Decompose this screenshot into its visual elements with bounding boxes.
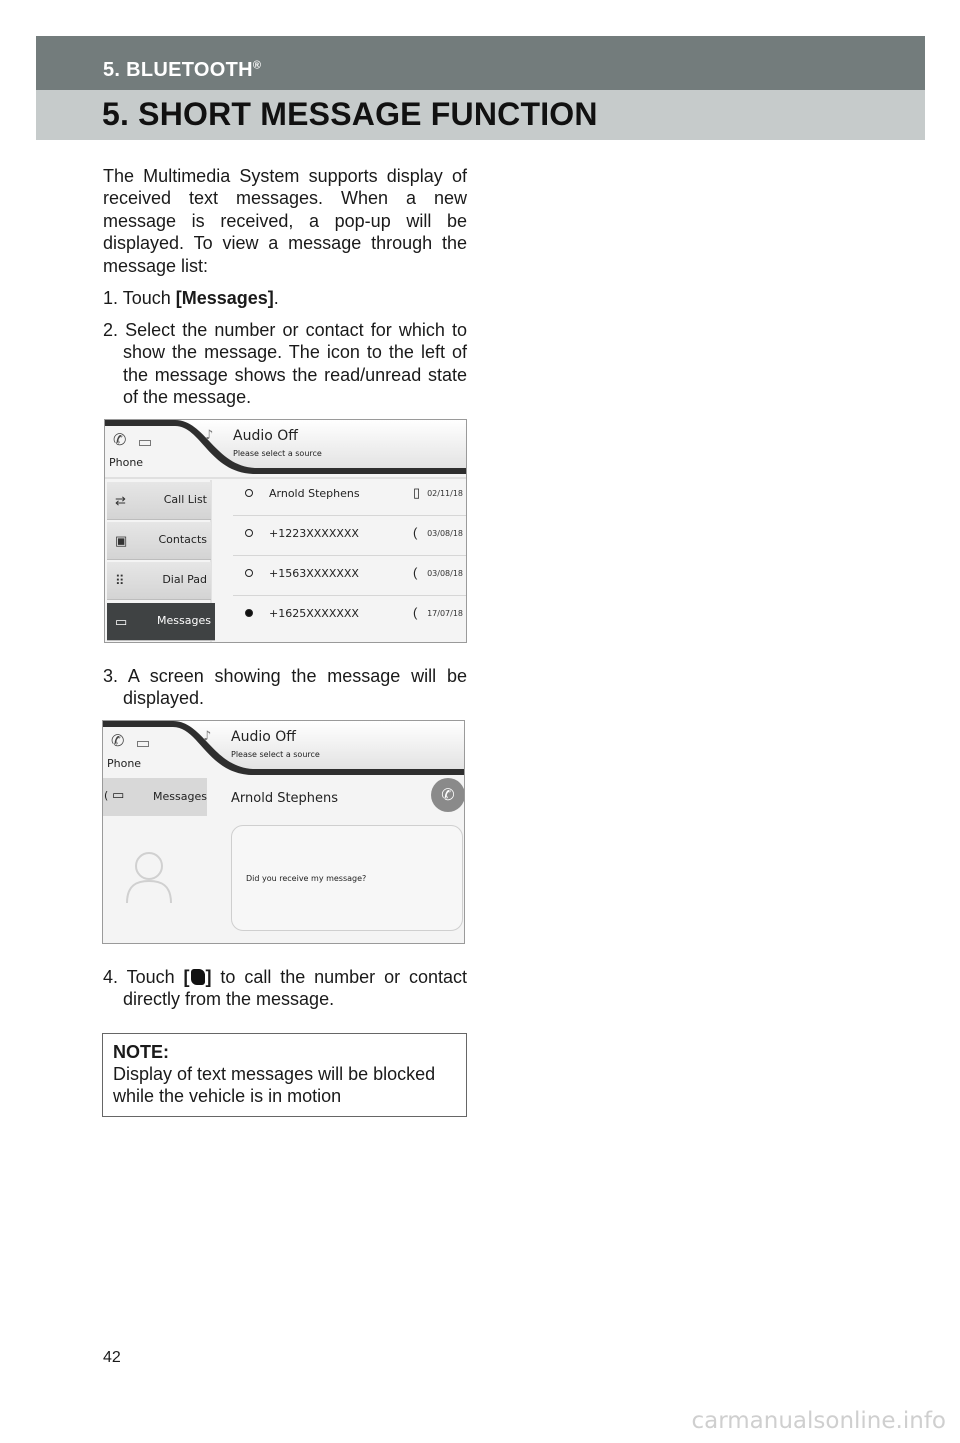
contact-name: Arnold Stephens xyxy=(231,791,339,806)
unread-state-icon xyxy=(245,609,253,617)
message-row-2[interactable]: +1223XXXXXXX ( 03/08/18 xyxy=(233,516,467,556)
message-bubble: Did you receive my message? xyxy=(231,825,463,931)
back-to-messages-button[interactable]: ( ▭ Messages xyxy=(103,778,207,816)
dial-pad-icon: ⠿ xyxy=(115,573,125,588)
phone-handset-icon: ✆ xyxy=(111,731,125,750)
section-title: 5. SHORT MESSAGE FUNCTION xyxy=(102,96,598,132)
message-row-4[interactable]: +1625XXXXXXX ( 17/07/18 xyxy=(233,596,467,636)
page-number: 42 xyxy=(103,1349,121,1366)
note-heading: NOTE: xyxy=(113,1042,169,1062)
call-button[interactable] xyxy=(431,778,465,812)
battery-icon xyxy=(137,741,149,747)
phone-handset-icon: ✆ xyxy=(113,430,127,449)
messages-icon: ▭ xyxy=(112,788,125,803)
step-4: 4. Touch [ ] to call the number or contact directly from the message. xyxy=(103,967,467,1010)
read-state-icon xyxy=(245,569,253,577)
handset-icon: ✆ xyxy=(441,785,455,804)
menu-contacts[interactable]: ▣ Contacts xyxy=(107,522,211,560)
battery-icon xyxy=(139,440,151,446)
chapter-header xyxy=(36,36,925,90)
audio-muted-icon: ♪ xyxy=(203,729,212,744)
message-view-screenshot xyxy=(102,720,465,944)
intro-paragraph: The Multimedia System supports display of received text messages. When a new message is received, a pop-up will be displayed. To view a message through the message list: xyxy=(103,166,467,276)
phone-label: Phone xyxy=(107,757,142,770)
phone-label: Phone xyxy=(109,456,144,469)
watermark: carmanualsonline.info xyxy=(691,1408,946,1434)
message-row-3[interactable]: +1563XXXXXXX ( 03/08/18 xyxy=(233,556,467,596)
note-text: Display of text messages will be blocked while the vehicle is in motion xyxy=(113,1064,436,1106)
menu-call-list[interactable]: ⇄ Call List xyxy=(107,482,211,520)
handset-icon: ( xyxy=(413,605,418,620)
message-list-screenshot xyxy=(104,419,467,643)
note-box xyxy=(102,1033,467,1117)
call-list-icon: ⇄ xyxy=(115,493,126,508)
handset-icon: ( xyxy=(413,565,418,580)
step-1: 1. Touch [Messages]. xyxy=(103,288,279,308)
audio-title: Audio Off xyxy=(231,729,296,745)
step-2: 2. Select the number or contact for which to show the message. The icon to the left of the message shows the read/unread state of the message. xyxy=(103,320,467,408)
read-state-icon xyxy=(245,529,253,537)
section-header xyxy=(36,90,925,140)
message-row-1[interactable]: Arnold Stephens ▯ 02/11/18 xyxy=(233,476,467,516)
audio-subtitle: Please select a source xyxy=(233,449,322,458)
audio-muted-icon: ♪ xyxy=(205,428,214,443)
contacts-icon: ▣ xyxy=(115,533,128,548)
audio-title: Audio Off xyxy=(233,428,298,444)
menu-dial-pad[interactable]: ⠿ Dial Pad xyxy=(107,562,211,600)
call-handset-icon xyxy=(191,969,205,985)
messages-icon: ▭ xyxy=(115,614,128,629)
step-3: 3. A screen showing the message will be displayed. xyxy=(103,666,467,709)
menu-messages[interactable]: ▭ Messages xyxy=(107,603,215,641)
handset-icon: ( xyxy=(413,525,418,540)
audio-subtitle: Please select a source xyxy=(231,750,320,759)
chapter-title: 5. BLUETOOTH® xyxy=(103,59,262,81)
read-state-icon xyxy=(245,489,253,497)
mobile-phone-icon: ▯ xyxy=(413,485,421,500)
